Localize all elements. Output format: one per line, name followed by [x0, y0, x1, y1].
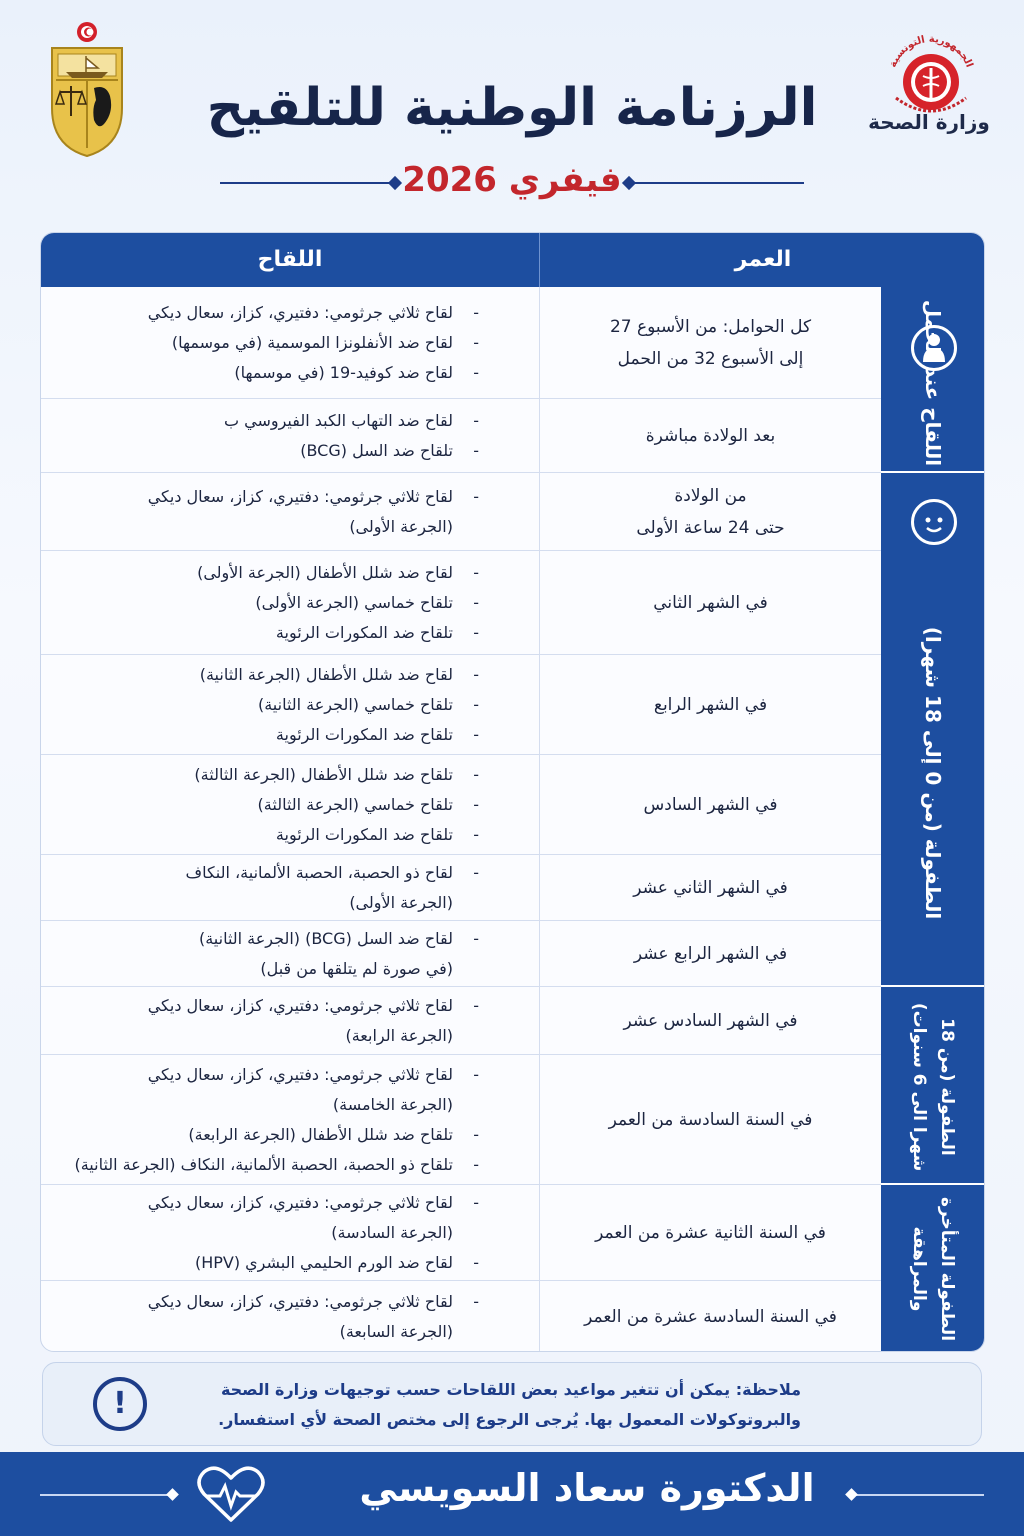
vaccine-item: - لقاح ضد كوفيد-19 (في موسمها)	[61, 358, 479, 388]
table-row	[41, 1281, 881, 1352]
vaccine-cell	[41, 755, 539, 854]
vaccine-item: - لقاح ضد شلل الأطفال (الجرعة الأولى)	[61, 558, 479, 588]
subtitle-row	[200, 160, 824, 204]
age-cell	[539, 473, 881, 550]
vaccine-item: - تلقاح ضد المكورات الرئوية	[61, 720, 479, 750]
ministry-logo-text: الجمهورية التونسية	[887, 33, 975, 70]
ministry-name: وزارة الصحة	[868, 110, 990, 134]
note-text	[181, 1375, 801, 1435]
vaccine-cell	[41, 551, 539, 654]
age-group-label: الطفولة (من 0 إلى 18 شهرا)	[921, 626, 945, 920]
table-row	[41, 655, 881, 755]
age-cell	[539, 287, 881, 398]
column-header-vaccine: اللقاح	[257, 247, 323, 272]
vaccine-cell	[41, 1281, 539, 1352]
vaccine-cell	[41, 473, 539, 550]
doctor-name: الدكتورة سعاد السويسي	[359, 1466, 815, 1510]
age-cell	[539, 1185, 881, 1280]
vaccine-item: - تلقاح ضد السل (BCG)	[61, 436, 479, 466]
footer	[0, 1452, 1024, 1536]
vaccine-cell	[41, 987, 539, 1054]
age-group-label: الطفولة المتأخرة والمراهقة	[909, 1196, 957, 1342]
age-text: في السنة الثانية عشرة من العمر	[595, 1222, 826, 1243]
table-row	[41, 287, 881, 399]
age-text: في الشهر السادس	[643, 794, 778, 815]
footer-divider-dot	[166, 1488, 179, 1501]
age-cell	[539, 655, 881, 754]
age-group-pregnancy	[881, 287, 985, 473]
table-row	[41, 855, 881, 921]
vaccine-cell	[41, 287, 539, 398]
vaccine-item: - تلقاح ضد شلل الأطفال (الجرعة الثالثة)	[61, 760, 479, 790]
vaccine-item: - لقاح ضد السل (BCG) (الجرعة الثانية)	[61, 924, 479, 954]
vaccine-cell	[41, 655, 539, 754]
vaccine-cell	[41, 1055, 539, 1184]
vaccine-item: - تلقاح ضد شلل الأطفال (الجرعة الرابعة)	[61, 1120, 479, 1150]
age-text: بعد الولادة مباشرة	[645, 425, 776, 446]
ministry-of-health-logo	[876, 26, 986, 166]
note-line-1: ملاحظة: يمكن أن تتغير مواعيد بعض اللقاحات حسب توجيهات وزارة الصحة	[220, 1380, 801, 1399]
vaccine-item: - تلقاح خماسي (الجرعة الثالثة)	[61, 790, 479, 820]
page-title: الرزنامة الوطنية للتلقيح	[206, 78, 818, 138]
age-cell	[539, 855, 881, 920]
tunisia-coat-of-arms-icon	[46, 20, 128, 160]
age-cell	[539, 987, 881, 1054]
age-cell	[539, 551, 881, 654]
age-group-adolescence	[881, 1185, 985, 1352]
footer-divider-line	[40, 1494, 170, 1496]
vaccine-item: - لقاح ثلاثي جرثومي: دفتيري، كزاز، سعال ديكي	[61, 1188, 479, 1218]
age-text: في الشهر الثاني عشر	[633, 877, 788, 898]
column-header-age: العمر	[539, 233, 985, 287]
age-cell	[539, 1055, 881, 1184]
table-row	[41, 921, 881, 987]
vaccine-item: - لقاح ضد التهاب الكبد الفيروسي ب	[61, 406, 479, 436]
table-row	[41, 473, 881, 551]
vaccine-item: (الجرعة الرابعة)	[345, 1025, 453, 1045]
vaccine-item: (الجرعة السادسة)	[331, 1222, 453, 1242]
vaccine-item: (الجرعة الأولى)	[349, 892, 453, 912]
vaccine-item: - لقاح ثلاثي جرثومي: دفتيري، كزاز، سعال ديكي	[61, 1287, 479, 1317]
vaccine-item: - لقاح ثلاثي جرثومي: دفتيري، كزاز، سعال ديكي	[61, 298, 479, 328]
age-cell	[539, 1281, 881, 1352]
vaccine-item: - تلقاح ذو الحصبة، الحصبة الألمانية، النكاف (الجرعة الثانية)	[61, 1150, 479, 1180]
vaccination-schedule-table	[40, 232, 985, 1352]
vaccine-cell	[41, 1185, 539, 1280]
age-cell	[539, 755, 881, 854]
table-row	[41, 1055, 881, 1185]
vaccine-item: - تلقاح خماسي (الجرعة الأولى)	[61, 588, 479, 618]
age-text: في الشهر الثاني	[653, 592, 768, 613]
age-text: في الشهر السادس عشر	[623, 1010, 798, 1031]
age-group-label: الطفولة (من 18 شهرا الى 6 سنوات)	[909, 1002, 957, 1172]
age-text: إلى الأسبوع 32 من الحمل	[617, 348, 804, 369]
table-row	[41, 551, 881, 655]
vaccine-cell	[41, 855, 539, 920]
exclamation-icon: !	[93, 1377, 147, 1431]
vaccine-item: (في صورة لم يتلقها من قبل)	[260, 958, 453, 978]
page-subtitle-date: فيفري 2026	[402, 160, 622, 200]
note-line-2: والبروتوكولات المعمول بها. يُرجى الرجوع إلى مختص الصحة لأي استفسار.	[218, 1410, 801, 1429]
vaccine-item: (الجرعة السابعة)	[339, 1321, 453, 1341]
vaccine-item: - تلقاح ضد المكورات الرئوية	[61, 618, 479, 648]
vaccine-item: - لقاح ثلاثي جرثومي: دفتيري، كزاز، سعال ديكي	[61, 991, 479, 1021]
vaccine-item: - لقاح ذو الحصبة، الحصبة الألمانية، النكاف	[61, 858, 479, 888]
age-cell	[539, 921, 881, 986]
child-face-icon	[911, 499, 957, 545]
age-text: حتى 24 ساعة الأولى	[636, 517, 785, 538]
vaccine-item: - لقاح ضد شلل الأطفال (الجرعة الثانية)	[61, 660, 479, 690]
age-text: في السنة السادسة من العمر	[608, 1109, 813, 1130]
vaccine-item: - لقاح ضد الورم الحليمي البشري (HPV)	[61, 1248, 479, 1278]
vaccine-cell	[41, 921, 539, 986]
age-text: في الشهر الرابع	[653, 694, 768, 715]
vaccine-item: - تلقاح خماسي (الجرعة الثانية)	[61, 690, 479, 720]
note-box	[42, 1362, 982, 1446]
age-group-label: اللقاح عند الحمل	[921, 299, 945, 467]
table-row	[41, 987, 881, 1055]
vaccine-cell	[41, 399, 539, 472]
vaccine-item: - لقاح ثلاثي جرثومي: دفتيري، كزاز، سعال ديكي	[61, 482, 479, 512]
heart-pulse-icon	[196, 1462, 266, 1526]
table-row	[41, 1185, 881, 1281]
vaccine-item: - لقاح ثلاثي جرثومي: دفتيري، كزاز، سعال ديكي	[61, 1060, 479, 1090]
vaccine-item: (الجرعة الأولى)	[349, 516, 453, 536]
age-text: من الولادة	[674, 485, 747, 506]
age-group-early-childhood	[881, 987, 985, 1185]
age-cell	[539, 399, 881, 472]
age-text: في الشهر الرابع عشر	[633, 943, 788, 964]
age-text: كل الحوامل: من الأسبوع 27	[609, 316, 812, 337]
vaccine-item: - تلقاح ضد المكورات الرئوية	[61, 820, 479, 850]
age-text: في السنة السادسة عشرة من العمر	[584, 1306, 837, 1327]
table-row	[41, 399, 881, 473]
vaccine-item: - لقاح ضد الأنفلونزا الموسمية (في موسمها)	[61, 328, 479, 358]
vaccine-item: (الجرعة الخامسة)	[332, 1094, 453, 1114]
table-row	[41, 755, 881, 855]
age-group-infancy	[881, 473, 985, 987]
table-header	[41, 233, 985, 287]
